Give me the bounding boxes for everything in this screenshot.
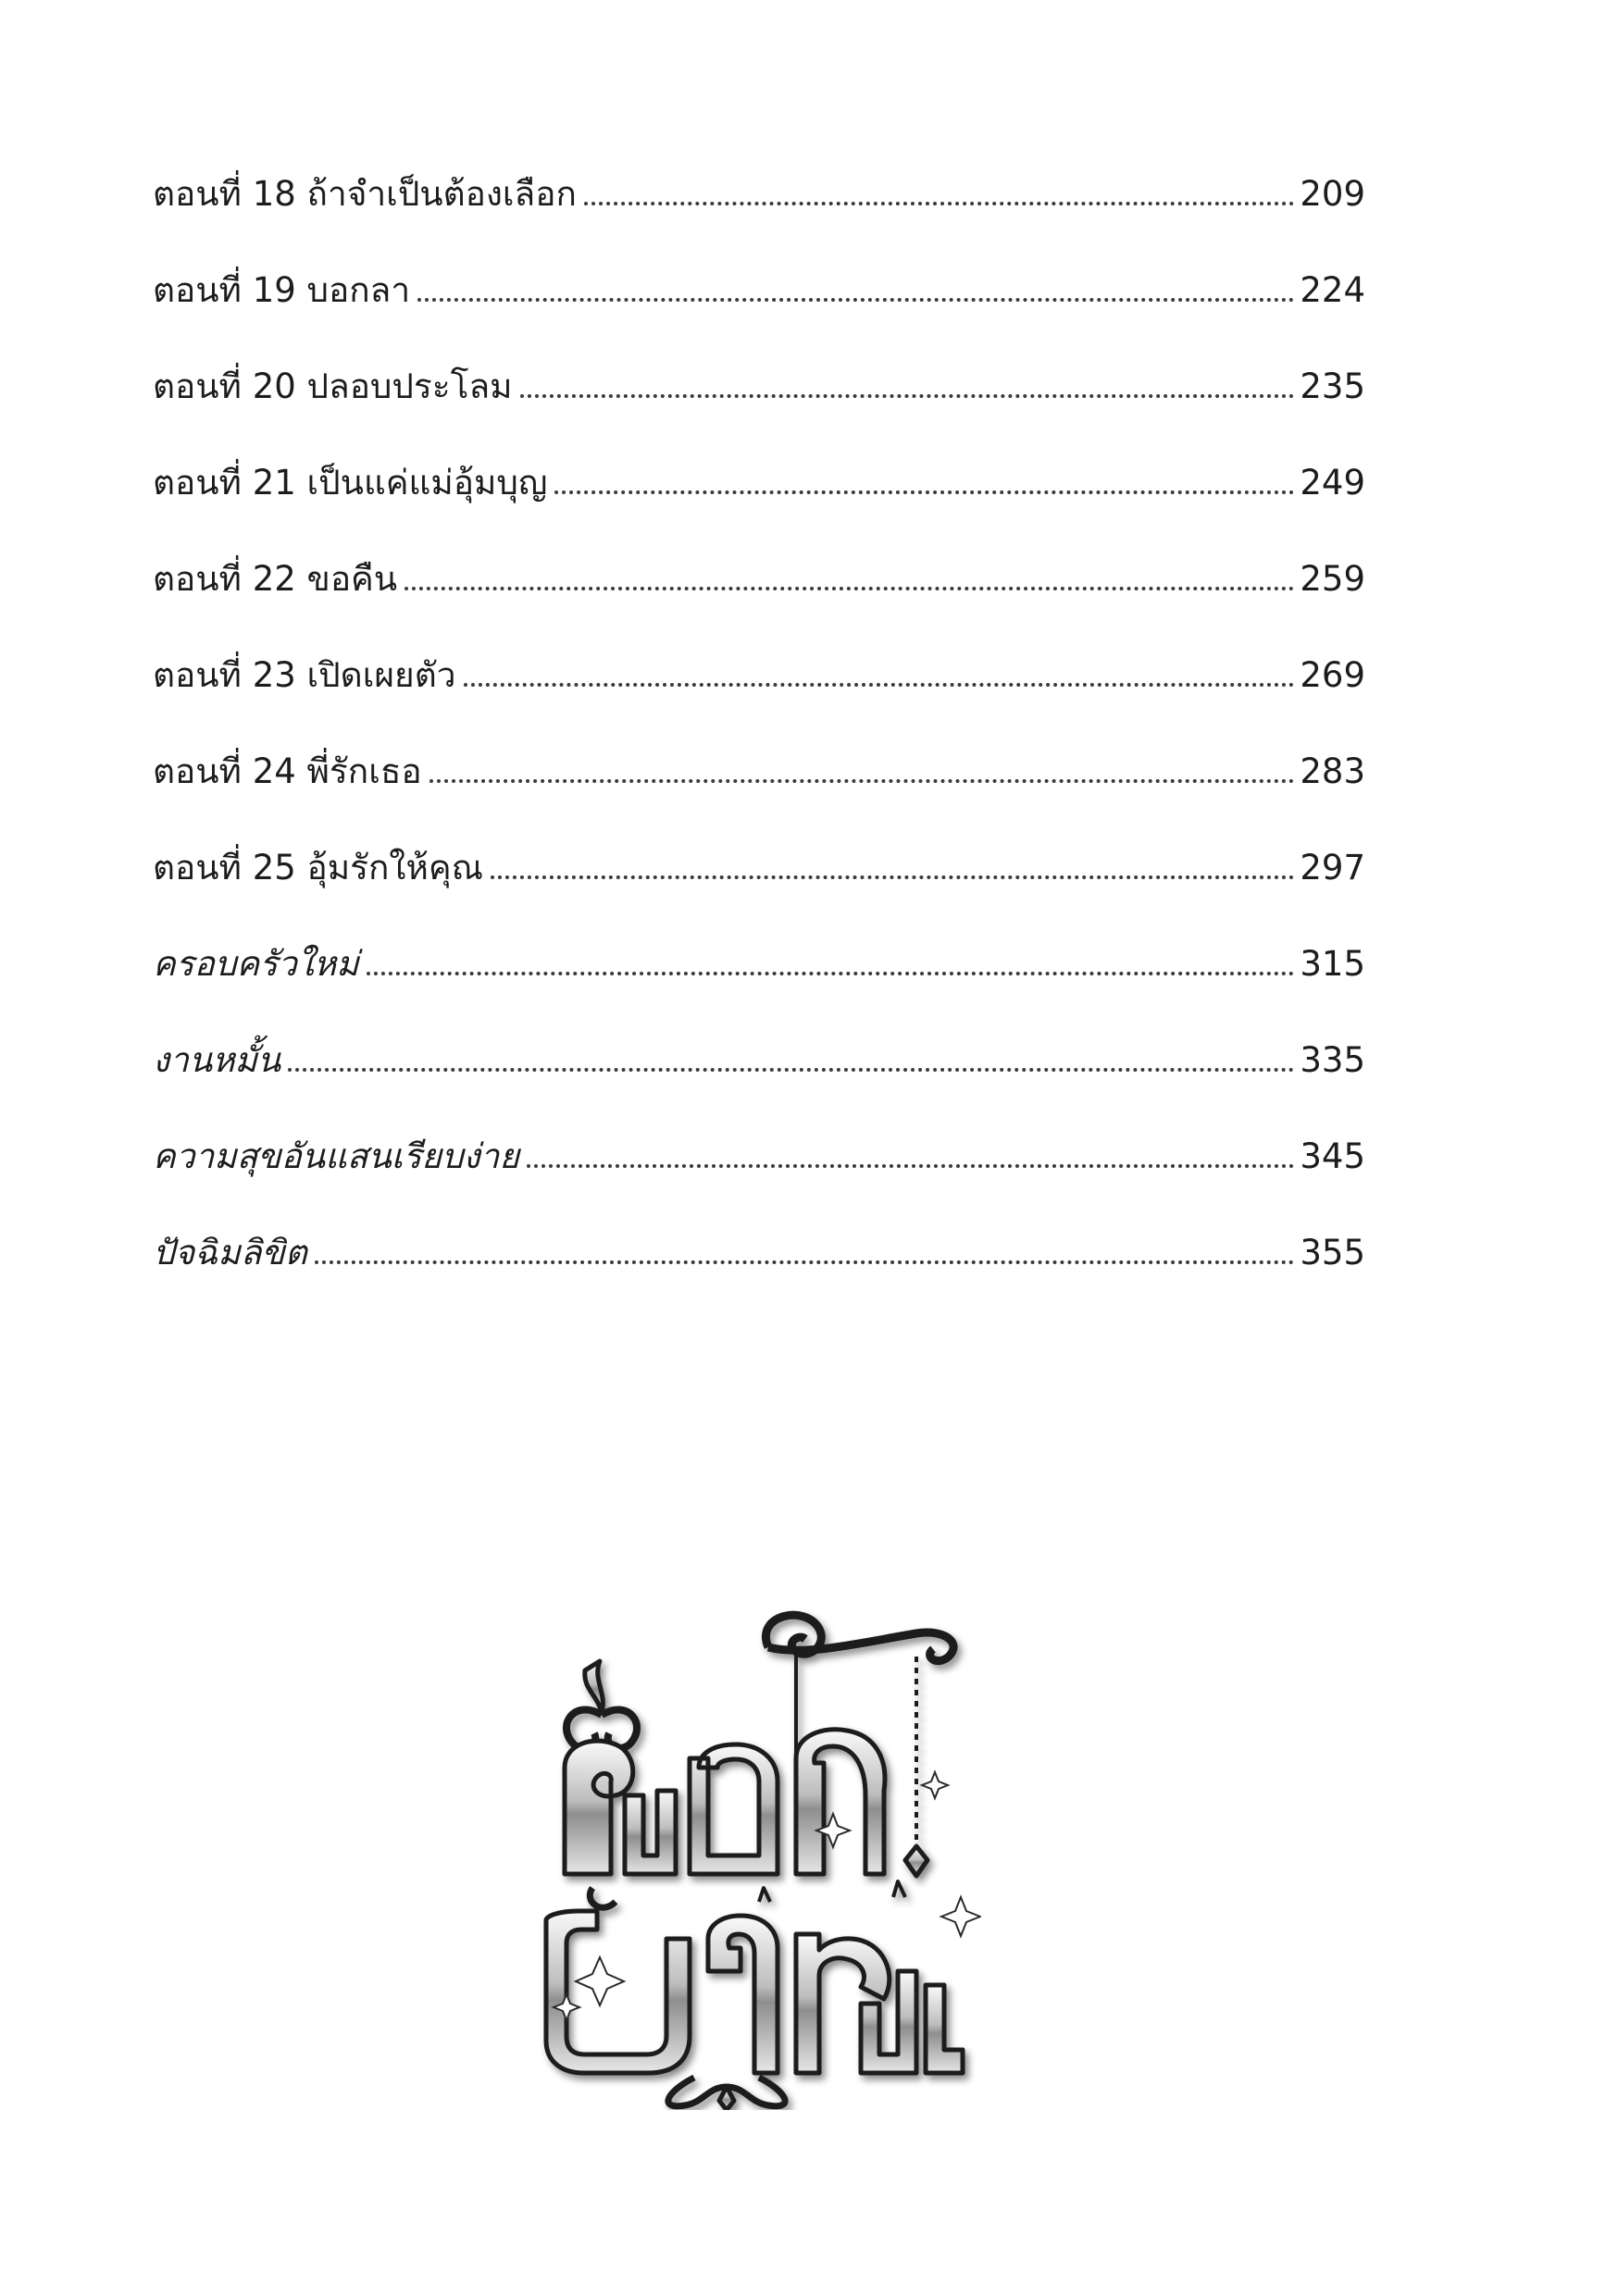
dot-leader [520, 394, 1295, 398]
toc-entry-page: 345 [1300, 1136, 1365, 1176]
toc-entry[interactable] [153, 652, 1365, 748]
toc-entry[interactable] [153, 267, 1365, 363]
toc-entry-label: ตอนที่ 25 อุ้มรักให้คุณ [153, 848, 483, 887]
book-title-logo [528, 1606, 981, 2110]
toc-entry-label: ปัจฉิมลิขิต [153, 1233, 307, 1272]
dot-leader [554, 490, 1294, 494]
dot-leader [464, 683, 1295, 687]
toc-entry[interactable] [153, 940, 1365, 1036]
toc-entry[interactable] [153, 1229, 1365, 1325]
dot-leader [288, 1068, 1294, 1072]
toc-entry[interactable] [153, 555, 1365, 652]
toc-entry[interactable] [153, 844, 1365, 940]
dot-leader [404, 587, 1294, 590]
toc-entry-label: ตอนที่ 19 บอกลา [153, 270, 411, 310]
toc-entry-page: 235 [1300, 366, 1365, 406]
toc-entry-label: ตอนที่ 22 ขอคืน [153, 559, 398, 599]
toc-entry-page: 335 [1300, 1040, 1365, 1080]
toc-entry[interactable] [153, 459, 1365, 555]
toc-entry-label: ความสุขอันแสนเรียบง่าย [153, 1136, 520, 1176]
toc-entry-label: ตอนที่ 20 ปลอบประโลม [153, 366, 513, 406]
toc-entry-label: ครอบครัวใหม่ [153, 944, 359, 984]
toc-entry-page: 283 [1300, 751, 1365, 791]
table-of-contents [153, 170, 1365, 1325]
toc-entry-label: งานหมั้น [153, 1040, 281, 1080]
toc-entry-page: 355 [1300, 1233, 1365, 1272]
dot-leader [491, 875, 1294, 879]
toc-entry-label: ตอนที่ 18 ถ้าจำเป็นต้องเลือก [153, 174, 577, 214]
dot-leader [429, 779, 1295, 783]
dot-leader [584, 202, 1295, 205]
toc-entry-label: ตอนที่ 23 เปิดเผยตัว [153, 655, 456, 695]
toc-entry-page: 224 [1300, 270, 1365, 310]
toc-entry-page: 297 [1300, 848, 1365, 887]
dot-leader [315, 1260, 1295, 1264]
toc-entry[interactable] [153, 1133, 1365, 1229]
toc-entry[interactable] [153, 363, 1365, 459]
dot-leader [417, 298, 1294, 302]
toc-entry[interactable] [153, 1036, 1365, 1133]
toc-entry[interactable] [153, 748, 1365, 844]
dot-leader [367, 972, 1295, 975]
toc-entry-label: ตอนที่ 24 พี่รักเธอ [153, 751, 422, 791]
toc-entry-page: 209 [1300, 174, 1365, 214]
toc-entry[interactable] [153, 170, 1365, 267]
toc-entry-page: 269 [1300, 655, 1365, 695]
toc-entry-page: 259 [1300, 559, 1365, 599]
ornamental-title-logo-icon [528, 1606, 981, 2110]
toc-entry-page: 249 [1300, 463, 1365, 503]
toc-entry-page: 315 [1300, 944, 1365, 984]
dot-leader [527, 1164, 1294, 1168]
toc-entry-label: ตอนที่ 21 เป็นแค่แม่อุ้มบุญ [153, 463, 548, 503]
